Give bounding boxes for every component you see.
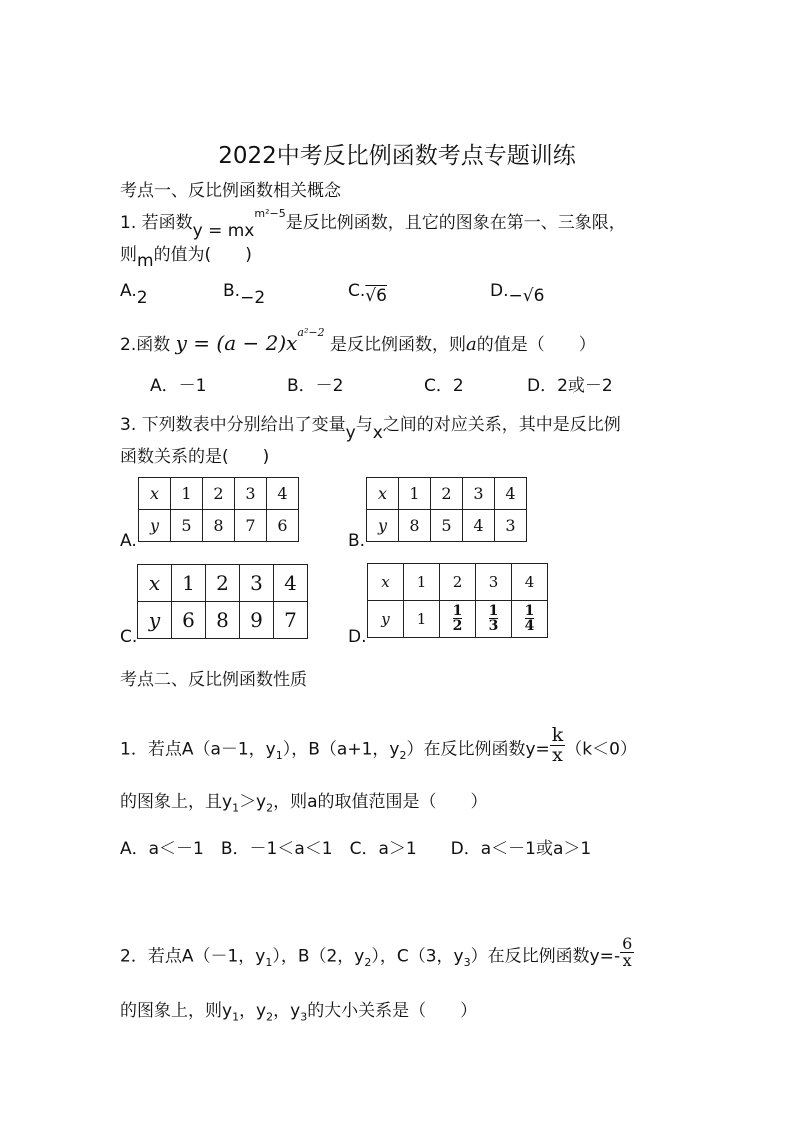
q3-table-c (137, 564, 308, 639)
table-cell: 1 (172, 565, 206, 602)
question-3-line-2: 函数关系的是( ) (120, 447, 270, 467)
table-row (368, 601, 548, 638)
q1-option-c[interactable]: C.√6 (348, 281, 387, 306)
q3-table-d (367, 563, 548, 638)
fraction: $\frac{1}{3}$ (488, 603, 499, 634)
table-cell: 3 (495, 510, 527, 542)
table-cell: 6 (172, 602, 206, 639)
q3-option-c-label[interactable]: C. (120, 627, 138, 647)
table-row (139, 510, 299, 542)
fraction: $\frac{1}{4}$ (524, 603, 535, 634)
table-cell: 9 (240, 602, 274, 639)
fraction-6-over-x: $\frac{6}{x}$ (622, 934, 633, 970)
table-cell: 8 (399, 510, 431, 542)
table-cell: 2 (431, 478, 463, 510)
table-cell: 8 (206, 602, 240, 639)
question-text: 的值是（ ） (476, 335, 596, 355)
table-cell (476, 601, 512, 638)
table-row (138, 602, 308, 639)
table-cell: x (368, 564, 404, 601)
table-cell: 2 (203, 478, 235, 510)
table-cell: y (138, 602, 172, 639)
q3-option-b-label[interactable]: B. (348, 531, 366, 551)
variable-m: m (137, 251, 154, 271)
question-3-line-1 (120, 410, 621, 443)
table-cell (512, 601, 548, 638)
q2-option-d[interactable]: D．2或－2 (527, 376, 613, 396)
table-cell: 1 (404, 601, 440, 638)
table-cell: 3 (463, 478, 495, 510)
table-cell: 3 (240, 565, 274, 602)
p1-options[interactable]: A．a＜－1 B．－1＜a＜1 C．a＞1 D．a＜－1或a＞1 (120, 839, 592, 859)
q1-option-b[interactable]: B.−2 (223, 281, 266, 308)
q3-table-b (366, 477, 527, 542)
question-text: 的值为( ) (153, 245, 252, 265)
table-cell: 7 (235, 510, 267, 542)
question-text: 之间的对应关系，其中是反比例 (382, 415, 621, 435)
q1-option-d[interactable]: D.−√6 (490, 281, 545, 306)
variable-a: a (466, 334, 477, 355)
table-cell: 2 (440, 564, 476, 601)
question-text: 3. 下列数表中分别给出了变量 (120, 415, 346, 435)
table-cell: 1 (171, 478, 203, 510)
question-text: 是反比例函数，且它的图象在第一、三象限， (285, 213, 626, 233)
table-cell: 4 (512, 564, 548, 601)
property-question-1-line-1: 1．若点A（a－1，$y_1$），B（a+1，$y_2$）在反比例函数y= $\frac{k}{x}$ （k＜0） (120, 724, 637, 766)
q2-option-a[interactable]: A．－1 (150, 376, 207, 396)
table-cell: 7 (274, 602, 308, 639)
section-heading-2: 考点二、反比例函数性质 (120, 670, 307, 690)
question-2-stem (120, 326, 596, 355)
question-text: 是反比例函数，则 (330, 335, 467, 355)
table-cell: x (139, 478, 171, 510)
table-row (367, 510, 527, 542)
q2-option-b[interactable]: B．－2 (287, 376, 344, 396)
section-heading-1: 考点一、反比例函数相关概念 (120, 181, 341, 201)
table-cell: y (367, 510, 399, 542)
table-cell (440, 601, 476, 638)
fraction: $\frac{1}{2}$ (452, 603, 463, 634)
table-cell: 2 (206, 565, 240, 602)
table-cell: 4 (495, 478, 527, 510)
question-1-line-1 (120, 207, 626, 241)
table-cell: 5 (431, 510, 463, 542)
table-cell: x (138, 565, 172, 602)
table-cell: 5 (171, 510, 203, 542)
table-row (139, 478, 299, 510)
question-text: 2.函数 (120, 335, 171, 355)
table-row (368, 564, 548, 601)
table-row (138, 565, 308, 602)
table-cell: 4 (274, 565, 308, 602)
formula-base: y = mx (192, 221, 255, 241)
q3-table-a (138, 477, 299, 542)
question-1-line-2 (120, 240, 252, 271)
page-title: 2022中考反比例函数考点专题训练 (218, 143, 576, 169)
q3-option-d-label[interactable]: D. (348, 627, 367, 647)
table-cell: 3 (476, 564, 512, 601)
table-cell: 4 (463, 510, 495, 542)
formula-exponent: a²−2 (297, 326, 325, 340)
table-cell: 8 (203, 510, 235, 542)
table-cell: 1 (404, 564, 440, 601)
table-cell: 3 (235, 478, 267, 510)
table-cell: y (368, 601, 404, 638)
variable-y: y (345, 423, 356, 443)
formula-base: y = (a − 2)x (175, 331, 298, 355)
question-text: 与 (355, 415, 373, 435)
table-row (367, 478, 527, 510)
formula-exponent: m²−5 (254, 207, 286, 221)
property-question-2-line-1: 2．若点A（－1，$y_1$），B（2，$y_2$），C（3，$y_3$）在反比例函数y=- $\frac{6}{x}$ (120, 934, 633, 970)
property-question-1-line-2: 的图象上，且$y_1>y_2$，则a的取值范围是（ ） (120, 792, 488, 815)
table-cell: y (139, 510, 171, 542)
question-text: 1. 若函数 (120, 213, 193, 233)
table-cell: 6 (267, 510, 299, 542)
variable-x: x (372, 423, 383, 443)
fraction-k-over-x: $\frac{k}{x}$ (551, 724, 564, 766)
table-cell: 4 (267, 478, 299, 510)
q1-option-a[interactable]: A.2 (120, 281, 148, 308)
table-cell: x (367, 478, 399, 510)
q3-option-a-label[interactable]: A. (120, 531, 137, 551)
property-question-2-line-2: 的图象上，则$y_1$，$y_2$，$y_3$的大小关系是（ ） (120, 1001, 478, 1024)
q2-option-c[interactable]: C．2 (424, 376, 464, 396)
question-text: 则 (120, 245, 137, 265)
table-cell: 1 (399, 478, 431, 510)
function-formula (192, 207, 286, 241)
function-formula (175, 326, 325, 355)
